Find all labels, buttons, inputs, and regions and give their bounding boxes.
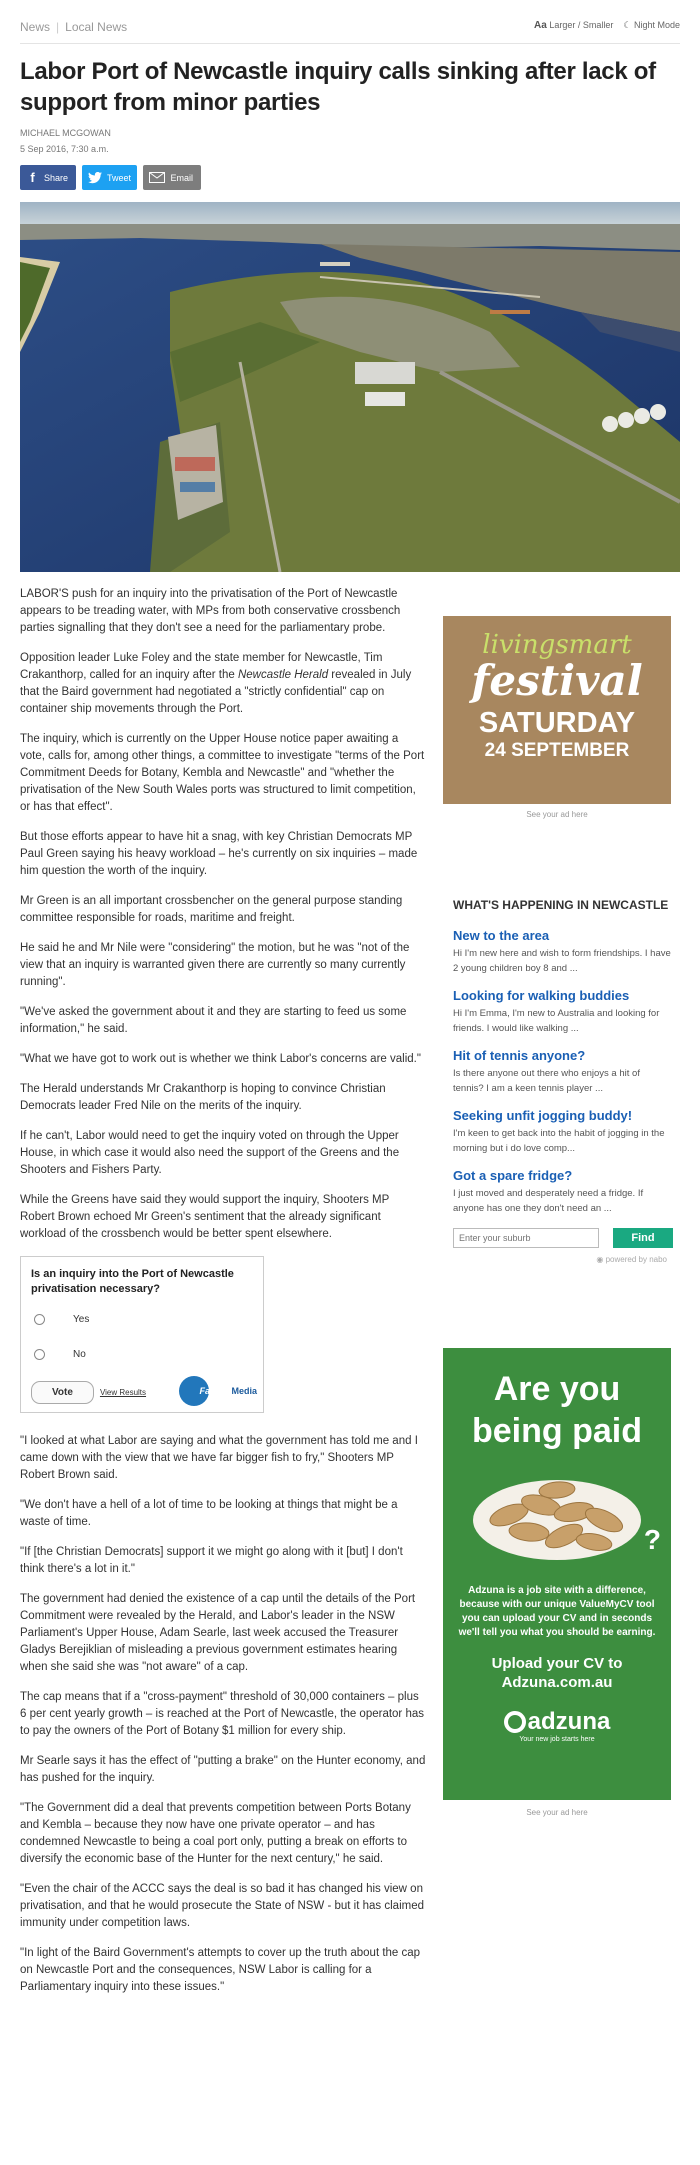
powered-by-text: powered by nabo (605, 1255, 667, 1264)
ad-headline: Are you being paid (472, 1370, 642, 1450)
list-item-desc: Hi I'm new here and wish to form friendships. I have 2 young children boy 8 and ... (453, 948, 671, 974)
festival-ad[interactable] (443, 616, 671, 804)
adzuna-logo (443, 1708, 671, 1736)
paragraph (20, 650, 426, 718)
list-item-desc: Hi I'm Emma, I'm new to Australia and looking for friends. I would like walking ... (453, 1008, 660, 1034)
share-bar (20, 165, 201, 190)
night-mode-toggle[interactable]: Night Mode (633, 20, 680, 30)
list-item-desc: I just moved and desperately need a fridge. If anyone has one they don't need an ... (453, 1188, 644, 1214)
widget-heading: WHAT'S HAPPENING IN NEWCASTLE (453, 898, 669, 912)
publication-name: Newcastle Herald (237, 669, 329, 681)
suburb-search (453, 1228, 673, 1248)
list-item[interactable] (453, 1168, 673, 1216)
paragraph: Mr Searle says it has the effect of "putting a brake" on the Hunter economy, and has pushed for the inquiry. (20, 1755, 426, 1784)
text-size-toggle[interactable]: Larger / Smaller (549, 20, 614, 30)
reading-tools (534, 20, 680, 31)
ad-day: SATURDAY (478, 707, 636, 739)
paragraph: "What we have got to work out is whether we think Labor's concerns are valid." (20, 1053, 421, 1065)
moon-icon: ☾ (623, 20, 632, 30)
paragraph: The cap means that if a "cross-payment" threshold of 30,000 containers – plus 6 per cent yearly growth – is reached at the Port of Newcastle, the operator has to pay the owners of the Port of Botany $1 million for every ship. (20, 1691, 424, 1737)
paragraph: "If [the Christian Democrats] support it we might go along with it [but] I don't think there's a lot in it." (20, 1546, 403, 1575)
divider (20, 43, 680, 44)
paragraph: LABOR'S push for an inquiry into the privatisation of the Port of Newcastle appears to be treading water, with MPs from both conservative crossbench parties signalling that they don't see a need for the parliamentary probe. (20, 588, 401, 634)
breadcrumb-separator: | (56, 20, 60, 34)
view-results-link[interactable]: View Results (99, 1388, 147, 1397)
ad-body (443, 1584, 671, 1640)
paragraph-text: revealed in July that the Baird government had negotiated a "strictly confidential" cap on container ship movements through the Port. (20, 669, 412, 715)
fairfax-logo-text: Fairfax (199, 1385, 229, 1396)
powered-by (453, 1255, 673, 1264)
yes-radio[interactable] (34, 1314, 45, 1325)
paragraph: "Even the chair of the ACCC says the deal is so bad it has changed his view on privatisation, and that he would prosecute the State of NSW - but it has claimed immunity under competition laws. (20, 1883, 424, 1929)
no-radio[interactable] (34, 1349, 45, 1360)
poll-option-no[interactable] (31, 1346, 253, 1363)
list-item-desc: Is there anyone out there who enjoys a hit of tennis? I am a keen tennis player ... (453, 1068, 640, 1094)
paragraph: "We've asked the government about it and they are starting to feed us some information," he said. (20, 1006, 407, 1035)
see-your-ad-link[interactable]: See your ad here (526, 1808, 588, 1817)
publish-date: 5 Sep 2016, 7:30 a.m. (20, 144, 109, 154)
suburb-input[interactable] (453, 1228, 599, 1248)
whats-happening-widget (453, 898, 673, 1264)
peanuts-image (469, 1470, 645, 1562)
twitter-share-label: Tweet (107, 172, 132, 183)
top-bar (20, 20, 680, 40)
question-mark: ? (643, 1524, 661, 1555)
list-item[interactable] (453, 1108, 673, 1156)
see-your-ad-link[interactable]: See your ad here (526, 810, 588, 819)
paragraph: Mr Green is an all important crossbencher on the general purpose standing committee responsible for roads, maritime and freight. (20, 895, 403, 924)
ad-cta-line: Upload your CV to (491, 1655, 623, 1672)
find-button[interactable]: Find (613, 1228, 673, 1248)
ad-body-strong: ValueMyCV (579, 1599, 634, 1610)
poll-question: Is an inquiry into the Port of Newcastle privatisation necessary? (31, 1268, 234, 1295)
author[interactable]: MICHAEL MCGOWAN (20, 128, 111, 138)
poll-widget (20, 1256, 264, 1413)
adzuna-logo-mark (504, 1711, 526, 1733)
paragraph: "We don't have a hell of a lot of time to be looking at things that might be a waste of time. (20, 1499, 398, 1528)
article-body (20, 586, 426, 2009)
paragraph: While the Greens have said they would support the inquiry, Shooters MP Robert Brown echoed Mr Green's sentiment that the already significant workload of the crossbench would be better spent elsewhere. (20, 1194, 390, 1240)
paragraph: "In light of the Baird Government's attempts to cover up the truth about the cap on Newcastle Port and the consequences, NSW Labor is calling for a Parliamentary inquiry into these issues." (20, 1947, 421, 1993)
list-item-desc: I'm keen to get back into the habit of jogging in the morning but i do love comp... (453, 1128, 665, 1154)
paragraph: The inquiry, which is currently on the Upper House notice paper awaiting a vote, calls for, among other things, a committee to investigate "terms of the Port Commitment Deeds for Botany, Kembla and Newcastle" and "whether the privatisation of the New South Wales ports was structured to limit competition, or has that effect". (20, 733, 425, 813)
paragraph: The Herald understands Mr Crakanthorp is hoping to convince Christian Democrats leader Fred Nile on the merits of the inquiry. (20, 1083, 386, 1112)
poll-option-label: Yes (73, 1314, 90, 1325)
ad-body-text: Adzuna is a job site with a difference, because with our unique (459, 1585, 646, 1610)
ad-brand: livingsmart (482, 630, 632, 660)
ad-cta (443, 1654, 671, 1692)
article-title: Labor Port of Newcastle inquiry calls sinking after lack of support from minor parties (20, 58, 656, 116)
fairfax-logo-text: Media (231, 1385, 257, 1396)
paragraph-text: Opposition leader Luke Foley and the state member for Newcastle, Tim Crakanthorp, called for an inquiry after the (20, 652, 383, 681)
nabo-icon: ◉ (596, 1255, 604, 1264)
paragraph: "The Government did a deal that prevents competition between Ports Botany and Kembla – because they now have one private operator – and has condemned Newcastle to being a coal port only, putting a break on efforts to diversify the economic base of the Hunter for the next century," he said. (20, 1802, 411, 1865)
twitter-share-button[interactable] (82, 165, 137, 190)
ad-date: 24 SEPTEMBER (484, 740, 630, 761)
ad-cta-url: Adzuna.com.au (501, 1674, 613, 1691)
email-share-button[interactable] (143, 165, 201, 190)
envelope-icon (149, 169, 165, 187)
adzuna-logo-text: adzuna (527, 1708, 611, 1735)
ad-headline: festival (471, 656, 643, 705)
list-item-title[interactable]: Looking for walking buddies (453, 988, 630, 1003)
fairfax-media-logo (179, 1376, 257, 1406)
facebook-share-label: Share (43, 172, 68, 183)
text-size-icon: Aa (534, 20, 547, 31)
paragraph: The government had denied the existence of a cap until the details of the Port Commitment were revealed by the Herald, and Labor's leader in the NSW Parliament's Upper House, Adam Searle, last week accused the Treasurer Gladys Berejiklian of misleading a previous government estimates hearing when she said she was "not aware" of a cap. (20, 1593, 416, 1673)
twitter-icon (88, 169, 102, 187)
paragraph: He said he and Mr Nile were "considering" the motion, but he was "not of the view that an inquiry is warranted given there are currently so many currently running". (20, 942, 410, 988)
list-item-title[interactable]: Hit of tennis anyone? (453, 1048, 586, 1063)
email-share-label: Email (170, 172, 193, 183)
list-item[interactable] (453, 1048, 673, 1096)
list-item[interactable] (453, 928, 673, 976)
vote-button[interactable]: Vote (31, 1381, 94, 1404)
ad-tagline: Your new job starts here (519, 1736, 595, 1743)
adzuna-ad[interactable] (443, 1348, 671, 1800)
aerial-port-image (20, 202, 680, 572)
breadcrumb-local-news[interactable]: Local News (65, 20, 128, 34)
poll-option-yes[interactable] (31, 1311, 253, 1328)
paragraph: If he can't, Labor would need to get the inquiry voted on through the Upper House, in which case it would also need the support of the Greens and the Shooters and Fishers Party. (20, 1130, 400, 1176)
list-item-title[interactable]: New to the area (453, 928, 550, 943)
poll-option-label: No (73, 1349, 86, 1360)
list-item[interactable] (453, 988, 673, 1036)
ad-body-text: tool you can upload your CV and in seconds we'll tell you what you should be earning. (458, 1599, 656, 1638)
list-item-title[interactable]: Seeking unfit jogging buddy! (453, 1108, 633, 1123)
breadcrumb-news[interactable]: News (20, 20, 51, 34)
hero-photo[interactable] (20, 202, 680, 572)
facebook-icon: f (30, 170, 35, 185)
paragraph: "I looked at what Labor are saying and what the government has told me and I came down with the view that we have far bigger fish to fry," Shooters MP Robert Brown said. (20, 1435, 418, 1481)
facebook-share-button[interactable] (20, 165, 76, 190)
list-item-title[interactable]: Got a spare fridge? (453, 1168, 573, 1183)
paragraph: But those efforts appear to have hit a snag, with key Christian Democrats MP Paul Green saying his heavy workload – he's currently on six inquiries – made him question the worth of the inquiry. (20, 831, 418, 877)
